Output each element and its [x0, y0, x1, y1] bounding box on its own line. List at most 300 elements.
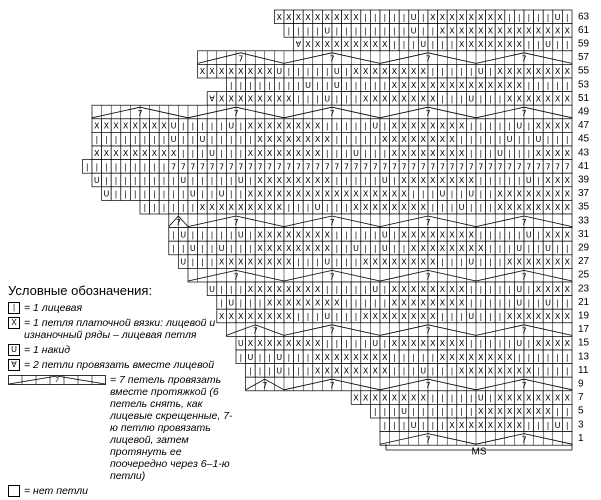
- knit-symbol: |: [373, 135, 377, 145]
- knit-symbol: |: [556, 80, 559, 90]
- yarn-over-symbol: U: [170, 135, 177, 145]
- garter-symbol: X: [535, 339, 542, 349]
- garter-symbol: X: [276, 230, 282, 240]
- garter-symbol: X: [266, 176, 273, 185]
- knit-symbol: |: [537, 40, 540, 49]
- garter-symbol: X: [564, 176, 570, 185]
- garter-symbol: X: [420, 284, 426, 294]
- garter-symbol: X: [401, 393, 407, 403]
- knit-symbol: |: [469, 148, 473, 158]
- garter-symbol: X: [545, 94, 551, 104]
- knit-symbol: |: [201, 176, 204, 185]
- knit-symbol: |: [498, 298, 502, 308]
- knit-symbol: |: [479, 298, 483, 308]
- yarn-over-symbol: U: [353, 244, 359, 253]
- garter-symbol: X: [468, 420, 474, 430]
- ms-label: MS: [471, 446, 487, 458]
- garter-symbol: X: [468, 176, 474, 185]
- garter-symbol: X: [372, 189, 378, 199]
- legend-text-knit: = 1 лицевая: [24, 302, 83, 314]
- garter-symbol: X: [516, 80, 522, 90]
- seven-together-label: 7: [233, 109, 239, 119]
- yarn-over-symbol: U: [228, 121, 235, 131]
- yarn-over-symbol: U: [381, 176, 388, 185]
- garter-symbol: X: [266, 284, 273, 294]
- knit-symbol: |: [498, 339, 502, 349]
- knit-symbol: |: [335, 26, 339, 36]
- yarn-over-symbol: U: [410, 420, 417, 430]
- knit-symbol: |: [489, 298, 492, 308]
- knit-symbol: |: [162, 203, 166, 213]
- yarn-over-symbol: U: [333, 80, 340, 90]
- garter-symbol: X: [545, 407, 551, 417]
- garter-symbol: X: [247, 67, 254, 77]
- garter-symbol: X: [487, 352, 494, 362]
- knit-symbol: |: [364, 284, 367, 294]
- garter-symbol: X: [362, 366, 369, 376]
- knit-symbol: |: [162, 162, 166, 172]
- knit-symbol: |: [479, 148, 483, 158]
- knit-symbol: |: [460, 407, 463, 417]
- knit-symbol: |: [508, 339, 511, 349]
- garter-symbol: X: [410, 244, 417, 253]
- garter-symbol: X: [497, 393, 503, 403]
- garter-symbol: X: [439, 176, 446, 185]
- garter-symbol: X: [334, 12, 340, 22]
- seven-together-symbol: 7: [430, 162, 436, 172]
- garter-symbol: X: [478, 26, 484, 36]
- garter-symbol: X: [564, 94, 570, 104]
- garter-symbol: X: [94, 121, 100, 131]
- knit-symbol: |: [345, 176, 348, 185]
- garter-symbol: X: [545, 26, 551, 36]
- row-number: 63: [578, 11, 590, 23]
- garter-symbol: X: [391, 80, 398, 90]
- knit-symbol: |: [172, 176, 175, 185]
- knit-symbol: |: [354, 312, 358, 321]
- seven-together-icon: [8, 375, 106, 385]
- knit-symbol: |: [191, 121, 195, 131]
- garter-symbol: X: [516, 312, 522, 321]
- garter-symbol: X: [410, 176, 417, 185]
- garter-symbol: X: [295, 189, 302, 199]
- yarn-over-symbol: U: [189, 244, 196, 253]
- yarn-over-symbol: U: [324, 26, 331, 36]
- garter-symbol: X: [497, 407, 503, 417]
- garter-symbol: X: [238, 257, 244, 267]
- row-number: 49: [578, 106, 590, 118]
- garter-symbol: X: [286, 12, 292, 22]
- garter-symbol: X: [468, 366, 474, 376]
- knit-symbol: |: [354, 121, 358, 131]
- garter-symbol: X: [401, 257, 407, 267]
- seven-together-symbol: 7: [305, 162, 311, 172]
- row-number: 53: [578, 79, 590, 91]
- knit-symbol: |: [335, 244, 339, 253]
- garter-symbol: X: [305, 230, 311, 240]
- knit-symbol: |: [210, 230, 214, 240]
- garter-symbol: X: [382, 393, 388, 403]
- yarn-over-symbol: U: [103, 189, 110, 199]
- garter-symbol: X: [257, 203, 263, 213]
- knit-symbol: |: [210, 257, 214, 267]
- seven-together-label: 7: [521, 54, 527, 64]
- knit-symbol: |: [181, 148, 185, 158]
- knit-symbol: |: [287, 26, 291, 36]
- garter-symbol: X: [391, 284, 398, 294]
- knit-symbol: |: [229, 244, 233, 253]
- garter-symbol: X: [449, 148, 455, 158]
- yarn-over-symbol: U: [170, 121, 177, 131]
- garter-symbol: X: [497, 80, 503, 90]
- knit-symbol: |: [412, 40, 415, 49]
- garter-symbol: X: [497, 352, 503, 362]
- knit-symbol: |: [335, 135, 339, 145]
- yarn-over-symbol: U: [497, 148, 503, 158]
- seven-together-label: 7: [425, 326, 431, 336]
- knit-symbol: |: [517, 148, 521, 158]
- knit-symbol: |: [537, 12, 540, 22]
- garter-symbol: X: [257, 284, 263, 294]
- yarn-over-symbol: U: [525, 230, 532, 240]
- yarn-over-symbol: U: [237, 176, 244, 185]
- garter-symbol: X: [266, 94, 273, 104]
- knit-symbol: |: [479, 176, 483, 185]
- yarn-over-symbol: U: [477, 393, 484, 403]
- garter-symbol: X: [535, 284, 542, 294]
- yarn-over-symbol: U: [237, 339, 244, 349]
- knit-symbol: |: [306, 203, 310, 213]
- knit-symbol: |: [460, 135, 463, 145]
- garter-symbol: X: [439, 298, 446, 308]
- garter-symbol: X: [430, 121, 436, 131]
- garter-symbol: X: [554, 312, 561, 321]
- garter-symbol: X: [334, 40, 340, 49]
- knit-symbol: |: [114, 189, 118, 199]
- garter-symbol: X: [391, 298, 398, 308]
- knit-symbol: |: [412, 189, 415, 199]
- knit-symbol: |: [489, 176, 492, 185]
- knit-symbol: |: [450, 94, 454, 104]
- knit-symbol: |: [364, 244, 367, 253]
- knit-symbol: |: [306, 257, 310, 267]
- knit-symbol: |: [335, 148, 339, 158]
- garter-symbol: X: [506, 312, 513, 321]
- garter-symbol: X: [314, 148, 321, 158]
- knit-symbol: |: [393, 40, 396, 49]
- knit-symbol: |: [498, 230, 502, 240]
- garter-symbol: X: [478, 407, 484, 417]
- garter-symbol: X: [305, 176, 311, 185]
- garter-symbol: X: [295, 135, 302, 145]
- garter-symbol: X: [535, 189, 542, 199]
- garter-symbol: X: [314, 244, 321, 253]
- knit-symbol: |: [354, 80, 358, 90]
- garter-symbol: X: [410, 393, 417, 403]
- garter-symbol: X: [516, 257, 522, 267]
- yarn-over-icon: U: [8, 344, 20, 356]
- knit-symbol: |: [172, 244, 175, 253]
- seven-together-symbol: 7: [353, 162, 359, 172]
- garter-symbol: X: [401, 176, 407, 185]
- knit-symbol: |: [479, 257, 483, 267]
- garter-symbol: X: [516, 26, 522, 36]
- knit-symbol: |: [210, 189, 214, 199]
- knit-symbol: |: [85, 162, 89, 172]
- garter-symbol: X: [506, 366, 513, 376]
- seven-together-label: 7: [425, 381, 431, 391]
- knit-symbol: |: [469, 393, 473, 403]
- seven-together-label: 7: [521, 326, 527, 336]
- garter-symbol: X: [362, 312, 369, 321]
- row-number: 3: [578, 419, 584, 431]
- garter-symbol: X: [535, 67, 542, 77]
- knit-symbol: |: [565, 135, 569, 145]
- garter-symbol: X: [430, 148, 436, 158]
- garter-symbol: X: [305, 284, 311, 294]
- garter-symbol: X: [497, 366, 503, 376]
- garter-symbol: X: [353, 203, 359, 213]
- knit-symbol: |: [412, 366, 415, 376]
- knit-symbol: |: [479, 312, 483, 321]
- yarn-over-symbol: U: [410, 12, 417, 22]
- garter-symbol: X: [497, 40, 503, 49]
- garter-symbol: X: [487, 407, 494, 417]
- knit-symbol: |: [441, 257, 444, 267]
- seven-together-symbol: 7: [439, 162, 445, 172]
- knit-symbol: |: [498, 284, 502, 294]
- knit-symbol: |: [287, 80, 291, 90]
- knit-symbol: |: [383, 148, 387, 158]
- garter-symbol: X: [286, 244, 292, 253]
- garter-symbol: X: [478, 80, 484, 90]
- garter-symbol: X: [535, 203, 542, 213]
- garter-symbol: X: [199, 67, 206, 77]
- garter-symbol: X: [506, 203, 513, 213]
- yarn-over-symbol: U: [209, 148, 215, 158]
- garter-symbol: X: [218, 94, 225, 104]
- garter-symbol: X: [286, 257, 292, 267]
- garter-symbol: X: [449, 230, 455, 240]
- knit-symbol: |: [546, 12, 550, 22]
- row-number: 55: [578, 65, 590, 77]
- garter-symbol: X: [554, 257, 561, 267]
- garter-symbol: X: [286, 121, 292, 131]
- garter-symbol: X: [372, 67, 378, 77]
- knit-symbol: |: [268, 352, 271, 362]
- garter-symbol: X: [564, 67, 570, 77]
- garter-symbol: X: [545, 121, 551, 131]
- garter-symbol: X: [295, 230, 302, 240]
- garter-symbol: X: [506, 80, 513, 90]
- seven-together-symbol: 7: [334, 162, 340, 172]
- knit-symbol: |: [229, 135, 233, 145]
- garter-symbol: X: [314, 121, 321, 131]
- garter-symbol: X: [266, 121, 273, 131]
- knit-symbol: |: [124, 189, 127, 199]
- knit-symbol: |: [364, 26, 367, 36]
- garter-symbol: X: [391, 339, 398, 349]
- knit-symbol: |: [133, 162, 137, 172]
- garter-symbol: X: [430, 339, 436, 349]
- knit-symbol: |: [316, 26, 319, 36]
- garter-symbol: X: [497, 12, 503, 22]
- knit-symbol: |: [517, 352, 521, 362]
- garter-symbol: X: [545, 393, 551, 403]
- garter-symbol: X: [458, 26, 465, 36]
- knit-symbol: |: [172, 230, 175, 240]
- knit-symbol: |: [220, 284, 223, 294]
- knit-symbol: |: [345, 67, 348, 77]
- garter-symbol: X: [516, 366, 522, 376]
- garter-symbol: X: [334, 366, 340, 376]
- knit-symbol: |: [354, 298, 358, 308]
- garter-symbol: X: [314, 176, 321, 185]
- garter-symbol: X: [122, 148, 129, 158]
- garter-symbol: X: [545, 148, 551, 158]
- knit-symbol: |: [201, 244, 204, 253]
- garter-symbol: X: [535, 148, 542, 158]
- row-number: 33: [578, 215, 590, 227]
- garter-symbol: X: [276, 203, 282, 213]
- garter-symbol: X: [276, 135, 282, 145]
- garter-symbol: X: [334, 352, 340, 362]
- garter-symbol: X: [430, 230, 436, 240]
- yarn-over-symbol: U: [468, 189, 475, 199]
- garter-symbol: X: [305, 121, 311, 131]
- garter-symbol: X: [113, 148, 119, 158]
- yarn-over-symbol: U: [516, 298, 523, 308]
- garter-symbol: X: [497, 420, 503, 430]
- knit-symbol: |: [556, 366, 559, 376]
- garter-symbol: X: [305, 189, 311, 199]
- garter-symbol: X: [276, 12, 282, 22]
- knit-symbol: |: [527, 244, 531, 253]
- knit-symbol: |: [191, 203, 195, 213]
- yarn-over-symbol: U: [180, 257, 187, 267]
- garter-symbol: X: [526, 312, 532, 321]
- knit-symbol: |: [345, 80, 348, 90]
- yarn-over-symbol: U: [372, 284, 379, 294]
- knit-symbol: |: [297, 203, 300, 213]
- garter-symbol: X: [257, 94, 263, 104]
- yarn-over-symbol: U: [180, 230, 187, 240]
- knit-symbol: |: [306, 26, 310, 36]
- garter-symbol: X: [228, 94, 234, 104]
- knit-symbol: |: [383, 80, 387, 90]
- knit-symbol: |: [143, 203, 147, 213]
- yarn-over-symbol: U: [420, 366, 427, 376]
- garter-symbol: X: [410, 298, 417, 308]
- garter-symbol: X: [382, 203, 388, 213]
- row-number: 27: [578, 256, 590, 268]
- knit-symbol: |: [229, 189, 233, 199]
- seven-together-symbol: 7: [411, 162, 417, 172]
- seven-together-label: 7: [252, 326, 258, 336]
- garter-symbol: X: [382, 67, 388, 77]
- knit-symbol: |: [393, 176, 396, 185]
- knit-symbol: |: [220, 230, 223, 240]
- knit-symbol: |: [258, 352, 262, 362]
- knit-symbol: |: [393, 26, 396, 36]
- knit-symbol: |: [258, 298, 262, 308]
- knit-symbol: |: [153, 135, 156, 145]
- garter-symbol: X: [401, 148, 407, 158]
- yarn-over-symbol: U: [372, 339, 379, 349]
- knit-symbol: |: [421, 12, 425, 22]
- knit-symbol: |: [489, 148, 492, 158]
- knit-symbol: |: [220, 148, 223, 158]
- knit-symbol: |: [335, 203, 339, 213]
- garter-symbol: X: [266, 203, 273, 213]
- garter-symbol: X: [286, 148, 292, 158]
- garter-symbol: X: [545, 339, 551, 349]
- garter-symbol: X: [132, 121, 138, 131]
- knit-symbol: |: [306, 67, 310, 77]
- knit-symbol: |: [181, 135, 185, 145]
- garter-symbol: X: [305, 148, 311, 158]
- knit-symbol: |: [229, 284, 233, 294]
- ms-marker: [386, 444, 572, 458]
- row-number: 29: [578, 242, 590, 254]
- yarn-over-symbol: U: [545, 40, 551, 49]
- garter-symbol: X: [430, 12, 436, 22]
- garter-symbol: X: [497, 67, 503, 77]
- knit-symbol: |: [402, 352, 406, 362]
- garter-symbol: X: [564, 339, 570, 349]
- garter-symbol: X: [362, 40, 369, 49]
- legend-item-k2tog: [8, 359, 240, 371]
- seven-together-symbol: 7: [343, 162, 349, 172]
- knit-symbol: |: [383, 26, 387, 36]
- garter-symbol: X: [362, 67, 369, 77]
- garter-symbol: X: [430, 312, 436, 321]
- garter-symbol: X: [410, 121, 417, 131]
- knit-symbol: |: [527, 339, 531, 349]
- row-number: 13: [578, 351, 590, 363]
- garter-symbol: X: [257, 148, 263, 158]
- garter-symbol: X: [305, 135, 311, 145]
- knit-symbol: |: [354, 176, 358, 185]
- garter-symbol: X: [257, 257, 263, 267]
- garter-symbol: X: [449, 339, 455, 349]
- garter-symbol: X: [554, 26, 561, 36]
- garter-symbol: X: [401, 284, 407, 294]
- knit-symbol: |: [517, 230, 521, 240]
- knit-symbol: |: [364, 135, 367, 145]
- knit-symbol: |: [143, 176, 147, 185]
- knit-symbol: |: [373, 230, 377, 240]
- knit-symbol: |: [191, 230, 195, 240]
- seven-together-label: 7: [175, 217, 181, 227]
- legend-text-k2tog: = 2 петли провязать вместе лицевой: [24, 359, 215, 371]
- garter-symbol: X: [353, 189, 359, 199]
- garter-symbol: X: [266, 135, 273, 145]
- garter-symbol: X: [420, 298, 426, 308]
- yarn-over-symbol: U: [420, 40, 427, 49]
- garter-symbol: X: [487, 40, 494, 49]
- knit-symbol: |: [450, 393, 454, 403]
- knit-symbol: |: [556, 40, 559, 49]
- knit-symbol: |: [133, 135, 137, 145]
- knit-symbol: |: [181, 203, 185, 213]
- yarn-over-symbol: U: [554, 12, 561, 22]
- knit-symbol: |: [325, 67, 329, 77]
- garter-symbol: X: [410, 230, 417, 240]
- knit-symbol: |: [249, 230, 252, 240]
- garter-symbol: X: [430, 244, 436, 253]
- knit-symbol: |: [383, 121, 387, 131]
